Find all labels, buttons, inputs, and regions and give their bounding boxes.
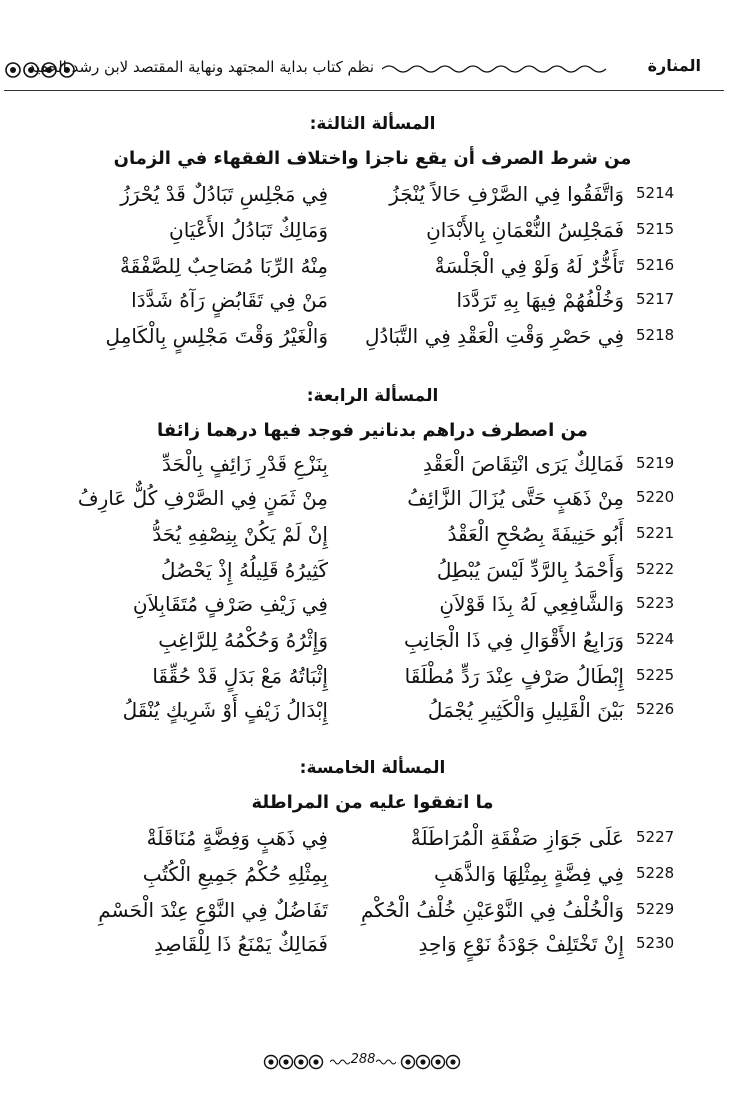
verse-first-hemistich: فِي فِضَّةٍ بِمِثْلِهَا وَالذَّهَبِ [433,862,624,886]
verse-row [0,664,745,698]
book-title: نظم كتاب بداية المجتهد ونهاية المقتصد لابن رشد الحفيد [28,58,374,76]
verse-second-hemistich: مَنْ فِي تَقَابُضٍ رَآهُ شَدَّدَا [131,288,328,312]
verse-second-hemistich: إِبْدَالُ زَيْفٍ أَوْ شَرِيكٍ يُنْقَلُ [122,698,328,722]
verse-row [0,628,745,662]
section-subtitle: من شرط الصرف أن يقع ناجزا واختلاف الفقهاء في الزمان [113,148,632,169]
section-subtitle: ما اتفقوا عليه من المراطلة [251,792,494,813]
page-number: 288 [350,1052,376,1067]
verse-row [0,452,745,486]
verse-second-hemistich: وَالْغَيْرُ وَقْتَ مَجْلِسٍ بِالْكَامِلِ [105,324,328,348]
verse-row [0,898,745,932]
verse-number: 5230 [636,934,675,952]
verse-second-hemistich: بِمِثْلِهِ حُكْمُ جَمِيعِ الْكُتُبِ [142,862,328,886]
verse-number: 5214 [636,184,675,202]
verse-second-hemistich: فَمَالِكٌ يَمْنَعُ ذَا لِلْقَاصِدِ [154,932,328,956]
verse-row [0,826,745,860]
verse-number: 5216 [636,256,675,274]
verse-row [0,698,745,732]
section-heading: المسألة الخامسة: [299,758,446,778]
verse-number: 5226 [636,700,675,718]
verse-number: 5221 [636,524,675,542]
verse-first-hemistich: وَأَحْمَدُ بِالرَّدِّ لَيْسَ يُبْطِلُ [436,558,624,582]
section-heading: المسألة الرابعة: [306,386,439,406]
verse-first-hemistich: وَالْخُلْفُ فِي النَّوْعَيْنِ خُلْفُ الْحُكْمِ [360,898,624,922]
verse-first-hemistich: وَرَابِعُ الأَقْوَالِ فِي ذَا الْجَانِبِ [403,628,624,652]
verse-row [0,486,745,520]
verse-first-hemistich: وَاتَّفَقُوا فِي الصَّرْفِ حَالاً يُنْجَزُ [389,182,624,206]
verse-first-hemistich: عَلَى جَوَازِ صَفْقَةِ الْمُرَاطَلَةْ [410,826,624,850]
verse-first-hemistich: أَبُو حَنِيفَةَ بِصُحْحِ الْعَقْدُ [447,522,624,546]
verse-number: 5229 [636,900,675,918]
verse-number: 5219 [636,454,675,472]
verse-number: 5225 [636,666,675,684]
verse-number: 5227 [636,828,675,846]
verse-second-hemistich: إِثْبَاتُهُ مَعْ بَدَلٍ قَدْ حُقِّقَا [152,664,328,688]
verse-second-hemistich: إِنْ لَمْ يَكُنْ بِنِصْفِهِ يُحَدُّ [152,522,328,546]
verse-number: 5215 [636,220,675,238]
verse-number: 5224 [636,630,675,648]
verse-row [0,932,745,966]
header-wave-divider [382,62,608,76]
verse-first-hemistich: تَأَخُّرٌ لَهُ وَلَوْ فِي الْجَلْسَةْ [434,254,624,278]
verse-row [0,522,745,556]
verse-second-hemistich: مِنْهُ الرِّبَا مُصَاحِبٌ لِلصَّفْقَةْ [119,254,328,278]
verse-row [0,324,745,358]
verse-second-hemistich: فِي ذَهَبٍ وَفِضَّةٍ مُنَاقَلَةْ [146,826,328,850]
verse-row [0,592,745,626]
verse-row [0,862,745,896]
verse-number: 5222 [636,560,675,578]
verse-first-hemistich: فِي حَصْرِ وَقْتِ الْعَقْدِ فِي التَّبَادُلِ [364,324,624,348]
verse-number: 5223 [636,594,675,612]
verse-second-hemistich: كَثِيرُهُ قَلِيلُهُ إِذْ يَحْصُلُ [160,558,328,582]
page-header [0,48,745,94]
verse-first-hemistich: فَمَجْلِسُ النُّعْمَانِ بِالأَبْدَانِ [426,218,624,242]
verse-number: 5220 [636,488,675,506]
footer-ornament-right [396,1054,462,1070]
verse-row [0,254,745,288]
verse-row [0,558,745,592]
verse-second-hemistich: تَفَاضُلٌ فِي النَّوْعِ عِنْدَ الْحَسْمِ [98,898,328,922]
page-footer [0,1050,745,1074]
verse-number: 5228 [636,864,675,882]
verse-second-hemistich: وَمَالِكٌ تَبَادُلُ الأَعْيَانِ [169,218,328,242]
verse-first-hemistich: فَمَالِكٌ يَرَى انْتِقَاصَ الْعَقْدِ [423,452,624,476]
verse-second-hemistich: مِنْ ثَمَنٍ فِي الصَّرْفِ كُلٌّ عَارِفُ [77,486,328,510]
verse-first-hemistich: إِبْطَالُ صَرْفٍ عِنْدَ رَدٍّ مُطْلَقَا [404,664,624,688]
header-rule [4,90,724,91]
verse-first-hemistich: وَخُلْفُهُمْ فِيهَا بِهِ تَرَدَّدَا [456,288,624,312]
verse-row [0,182,745,216]
verse-number: 5218 [636,326,675,344]
verse-first-hemistich: وَالشَّافِعِي لَهُ بِذَا قَوْلاَنِ [439,592,624,616]
verse-second-hemistich: بِنَزْعِ قَدْرِ زَائِفٍ بِالْحَدِّ [161,452,328,476]
section-heading: المسألة الثالثة: [309,114,436,134]
verse-first-hemistich: إِنْ تَخْتَلِفْ جَوْدَةُ نَوْعٍ وَاحِدِ [418,932,624,956]
verse-row [0,288,745,322]
header-name: المنارة [647,56,701,75]
footer-ornament-left [262,1054,328,1070]
verse-number: 5217 [636,290,675,308]
verse-first-hemistich: بَيْنَ الْقَلِيلِ وَالْكَثِيرِ يُجْمَلُ [427,698,624,722]
verse-second-hemistich: فِي زَيْفِ صَرْفٍ مُتَقَابِلاَنِ [132,592,328,616]
footer-wave-right [376,1058,396,1066]
verse-row [0,218,745,252]
verse-second-hemistich: فِي مَجْلِسِ تَبَادُلٌ قَدْ يُحْرَزُ [120,182,328,206]
verse-second-hemistich: وَإِثْرُهُ وَحُكْمُهُ لِلرَّاغِبِ [158,628,328,652]
verse-first-hemistich: مِنْ ذَهَبٍ حَتَّى يُزَالَ الزَّائِفُ [407,486,624,510]
footer-wave-left [330,1058,350,1066]
section-subtitle: من اصطرف دراهم بدنانير فوجد فيها درهما زائفا [157,420,588,441]
